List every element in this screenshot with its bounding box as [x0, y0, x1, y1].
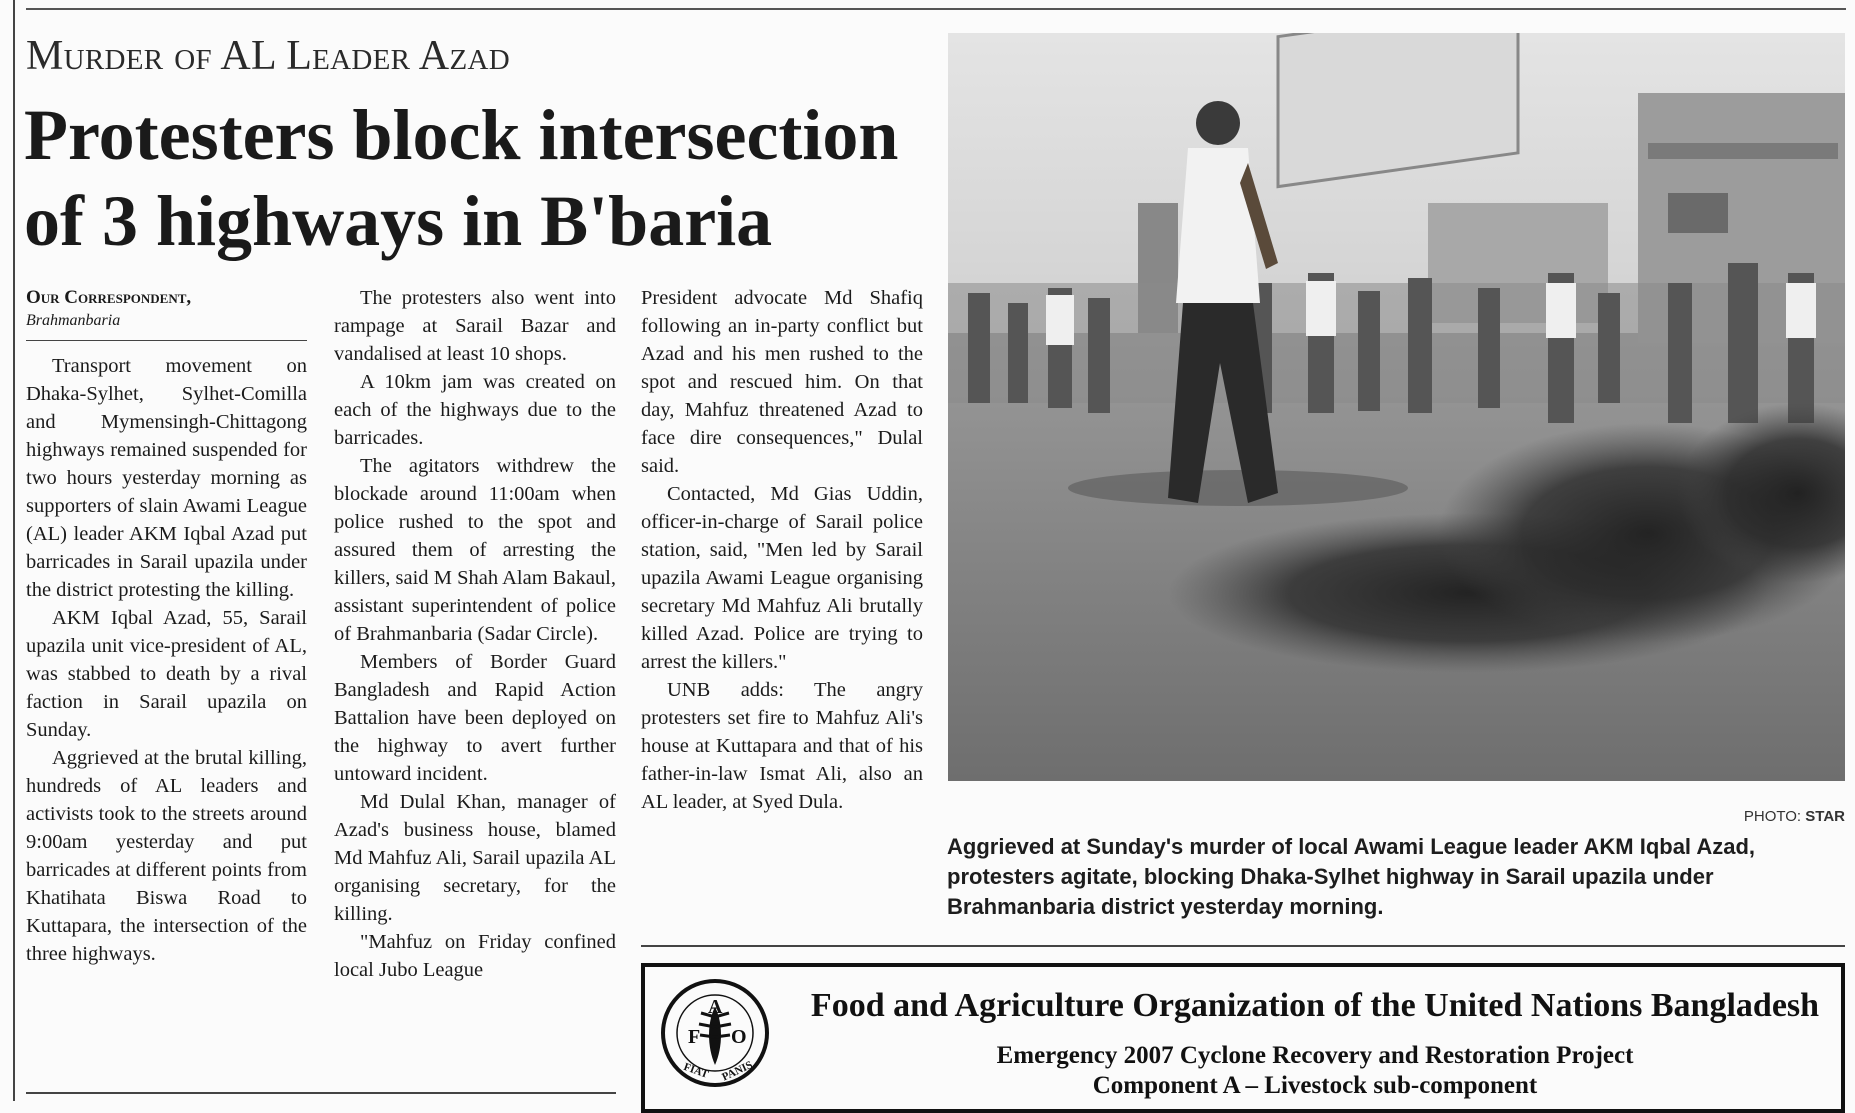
article-column-2: [334, 284, 616, 1080]
fao-letter-f: F: [688, 1026, 701, 1048]
article-kicker: Murder of AL Leader Azad: [26, 33, 510, 79]
protest-scene-illustration: [948, 33, 1845, 781]
news-photo: [948, 33, 1845, 781]
ad-top-rule: [641, 945, 1845, 947]
byline-name: Our Correspondent,: [26, 287, 192, 308]
paragraph: President advocate Md Shafiq following an in-party conflict but Azad and his men rushed to the spot and rescued him. On that day, Mahfuz threatened Azad to face dire consequences," Dulal said.: [641, 287, 923, 477]
photo-caption: Aggrieved at Sunday's murder of local Awami League leader AKM Iqbal Azad, protesters agitate, blocking Dhaka-Sylhet highway in Sarail upazila under Brahmanbaria district yesterday morning.: [947, 834, 1756, 919]
fao-letter-a: A: [708, 996, 723, 1018]
fao-letter-o: O: [731, 1026, 747, 1048]
article-column-1: [26, 352, 307, 1080]
paragraph: A 10km jam was created on each of the highways due to the barricades.: [334, 371, 616, 449]
paragraph: The protesters also went into rampage at Sarail Bazar and vandalised at least 10 shops.: [334, 287, 616, 365]
photo-credit-source: STAR: [1805, 808, 1845, 825]
paragraph: UNB adds: The angry protesters set fire to Mahfuz Ali's house at Kuttapara and that of his father-in-law Ismat Ali, also an AL leader, at Syed Dula.: [641, 679, 923, 813]
paragraph: Members of Border Guard Bangladesh and Rapid Action Battalion have been deployed on the highway to avert further untoward incident.: [334, 651, 616, 785]
ad-project-name: Emergency 2007 Cyclone Recovery and Restoration Project: [996, 1042, 1634, 1069]
fao-advertisement: [641, 963, 1845, 1113]
photo-credit-prefix: PHOTO:: [1743, 808, 1802, 825]
byline-place: Brahmanbaria: [26, 312, 121, 329]
fao-logo-icon: [659, 977, 771, 1089]
paragraph: Transport movement on Dhaka-Sylhet, Sylhet-Comilla and Mymensingh-Chittagong highways remained suspended for two hours yesterday morning as supporters of slain Awami League (AL) leader AKM Iqbal Azad put barricades in Sarail upazila under the district protesting the killing.: [26, 355, 307, 601]
paragraph: "Mahfuz on Friday confined local Jubo League: [334, 931, 616, 981]
byline-divider: [26, 340, 307, 341]
left-column-rule: [13, 0, 15, 1101]
column-bottom-rule: [26, 1092, 616, 1094]
article-column-3: [641, 284, 923, 934]
photo-credit: [1744, 808, 1845, 825]
paragraph: Contacted, Md Gias Uddin, officer-in-charge of Sarail police station, said, "Men led by Sarail upazila Awami League organising secretary Md Mahfuz Ali brutally killed Azad. Police are trying to arrest the killers.": [641, 483, 923, 673]
ad-title: Food and Agriculture Organization of the United Nations Bangladesh: [810, 987, 1820, 1024]
paragraph: AKM Iqbal Azad, 55, Sarail upazila unit vice-president of AL, was stabbed to death by a rival faction in Sarail upazila on Sunday.: [26, 607, 307, 741]
paragraph: Aggrieved at the brutal killing, hundreds of AL leaders and activists took to the streets around 9:00am yesterday and put barricades at different points from Khatihata Biswa Road to Kuttapara, the intersection of the three highways.: [26, 747, 307, 965]
top-page-rule: [26, 8, 1846, 10]
article-headline: Protesters block intersection of 3 highways in B'baria: [24, 95, 899, 261]
svg-text:FIAT: FIAT: [681, 1060, 710, 1081]
svg-text:PANIS: PANIS: [720, 1058, 755, 1084]
ad-component: Component A – Livestock sub-component: [1092, 1072, 1538, 1099]
paragraph: The agitators withdrew the blockade around 11:00am when police rushed to the spot and assured them of arresting the killers, said M Shah Alam Bakaul, assistant superintendent of police of Brahmanbaria (Sadar Circle).: [334, 455, 616, 645]
paragraph: Md Dulal Khan, manager of Azad's business house, blamed Md Mahfuz Ali, Sarail upazila AL organising secretary, for the killing.: [334, 791, 616, 925]
